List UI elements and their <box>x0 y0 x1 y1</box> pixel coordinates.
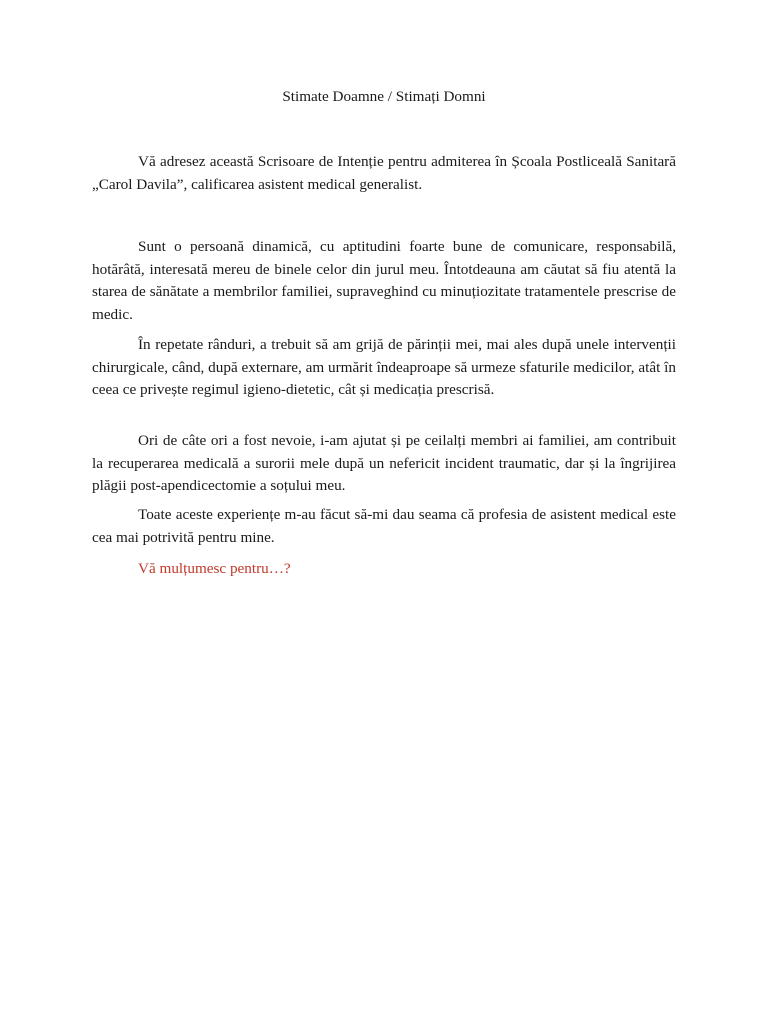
letter-paragraph-5-block <box>92 504 676 549</box>
letter-closing: Vă mulțumesc pentru…? <box>138 560 291 577</box>
letter-paragraph-3-block <box>92 334 676 402</box>
letter-paragraph: Ori de câte ori a fost nevoie, i-am ajutat și pe ceilalți membri ai familiei, am contribuit la recuperarea medicală a surorii mele după un nefericit incident traumatic, dar și la îngrijirea plăgii post-apendicectomie a soțului meu. <box>92 432 676 494</box>
letter-paragraph: Sunt o persoană dinamică, cu aptitudini foarte bune de comunicare, responsabilă, hotărâtă, interesată mereu de binele celor din jurul meu. Întotdeauna am căutat să fiu atentă la starea de sănătate a membrilor familiei, supraveghind cu minuțiozitate tratamentele prescrise de medic. <box>92 238 676 323</box>
letter-paragraph-1-block <box>92 151 676 196</box>
letter-paragraph-4-block <box>92 430 676 498</box>
letter-closing-block <box>92 558 676 581</box>
letter-paragraph-2-block <box>92 236 676 326</box>
letter-salutation: Stimate Doamne / Stimați Domni <box>282 88 486 105</box>
letter-paragraph: Toate aceste experiențe m-au făcut să-mi dau seama că profesia de asistent medical este cea mai potrivită pentru mine. <box>92 506 676 546</box>
letter-paragraph: În repetate rânduri, a trebuit să am grijă de părinții mei, mai ales după unele intervenții chirurgicale, când, după externare, am urmărit îndeaproape să urmeze sfaturile medicilor, atât în ceea ce privește regimul igieno-dietetic, cât și medicația prescrisă. <box>92 336 676 398</box>
letter-paragraph: Vă adresez această Scrisoare de Intenție pentru admiterea în Școala Postliceală Sanitară „Carol Davila”, calificarea asistent medical generalist. <box>92 153 676 193</box>
